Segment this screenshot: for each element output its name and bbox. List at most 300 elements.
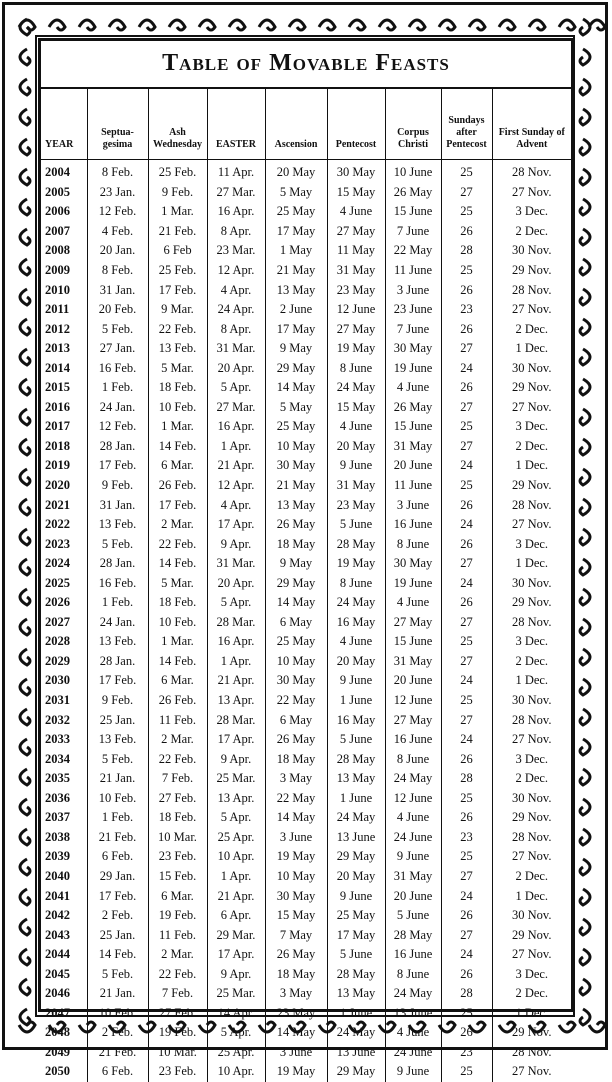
cell-sundays-after-pentecost: 27 (441, 437, 492, 457)
cell-septuagesima: 16 Feb. (87, 573, 148, 593)
cell-advent: 30 Nov. (492, 789, 571, 809)
cell-advent: 1 Dec. (492, 671, 571, 691)
cell-pentecost: 20 May (327, 437, 385, 457)
cell-ash-wednesday: 2 Mar. (148, 945, 207, 965)
table-row (41, 593, 571, 613)
cell-ascension: 18 May (265, 534, 327, 554)
cell-year: 2021 (45, 497, 70, 512)
cell-corpus-christi: 28 May (385, 925, 441, 945)
cell-ash-wednesday: 19 Feb. (148, 1023, 207, 1043)
cell-pentecost: 28 May (327, 964, 385, 984)
cell-septuagesima: 21 Feb. (87, 1043, 148, 1063)
cell-septuagesima: 8 Feb. (87, 261, 148, 281)
table-row (41, 964, 571, 984)
cell-ash-wednesday: 25 Feb. (148, 261, 207, 281)
cell-ascension: 21 May (265, 476, 327, 496)
page-title: Table of Movable Feasts (162, 50, 450, 76)
col-header-septuagesima: Septua-gesima (87, 87, 148, 160)
header-row (41, 87, 571, 160)
cell-pentecost: 17 May (327, 925, 385, 945)
cell-pentecost: 31 May (327, 261, 385, 281)
cell-ascension: 23 May (265, 1004, 327, 1024)
cell-easter: 29 Mar. (207, 925, 265, 945)
cell-easter: 8 Apr. (207, 222, 265, 242)
cell-sundays-after-pentecost: 26 (441, 280, 492, 300)
cell-advent: 29 Nov. (492, 925, 571, 945)
cell-pentecost: 4 June (327, 632, 385, 652)
cell-corpus-christi: 12 June (385, 691, 441, 711)
cell-corpus-christi: 30 May (385, 339, 441, 359)
cell-year: 2019 (45, 458, 70, 473)
table-row (41, 945, 571, 965)
cell-easter: 27 Mar. (207, 183, 265, 203)
cell-year: 2006 (45, 204, 70, 219)
cell-advent: 3 Dec. (492, 632, 571, 652)
cell-septuagesima: 28 Jan. (87, 652, 148, 672)
cell-easter: 5 Apr. (207, 593, 265, 613)
cell-easter: 11 Apr. (207, 160, 265, 183)
table-row (41, 1043, 571, 1063)
cell-advent: 2 Dec. (492, 769, 571, 789)
cell-year: 2029 (45, 653, 70, 668)
cell-year: 2007 (45, 223, 70, 238)
cell-septuagesima: 9 Feb. (87, 691, 148, 711)
cell-year: 2030 (45, 673, 70, 688)
cell-easter: 28 Mar. (207, 710, 265, 730)
cell-sundays-after-pentecost: 26 (441, 964, 492, 984)
cell-pentecost: 23 May (327, 280, 385, 300)
cell-ascension: 25 May (265, 417, 327, 437)
cell-pentecost: 29 May (327, 1062, 385, 1082)
cell-septuagesima: 5 Feb. (87, 749, 148, 769)
table-row (41, 925, 571, 945)
table-row (41, 828, 571, 848)
cell-advent: 28 Nov. (492, 1043, 571, 1063)
cell-corpus-christi: 20 June (385, 886, 441, 906)
cell-sundays-after-pentecost: 26 (441, 534, 492, 554)
cell-advent: 29 Nov. (492, 378, 571, 398)
cell-year: 2032 (45, 712, 70, 727)
table-row (41, 280, 571, 300)
cell-ascension: 2 June (265, 300, 327, 320)
cell-ash-wednesday: 11 Feb. (148, 710, 207, 730)
cell-ash-wednesday: 6 Mar. (148, 671, 207, 691)
cell-pentecost: 1 June (327, 691, 385, 711)
cell-corpus-christi: 16 June (385, 515, 441, 535)
cell-corpus-christi: 11 June (385, 476, 441, 496)
cell-ascension: 22 May (265, 789, 327, 809)
cell-advent: 28 Nov. (492, 828, 571, 848)
cell-ash-wednesday: 5 Mar. (148, 573, 207, 593)
cell-easter: 1 Apr. (207, 437, 265, 457)
cell-sundays-after-pentecost: 26 (441, 906, 492, 926)
cell-septuagesima: 28 Jan. (87, 554, 148, 574)
cell-ascension: 14 May (265, 378, 327, 398)
cell-ash-wednesday: 10 Mar. (148, 1043, 207, 1063)
cell-advent: 28 Nov. (492, 710, 571, 730)
cell-sundays-after-pentecost: 27 (441, 925, 492, 945)
cell-easter: 1 Apr. (207, 652, 265, 672)
cell-septuagesima: 1 Feb. (87, 378, 148, 398)
cell-ascension: 3 May (265, 769, 327, 789)
cell-sundays-after-pentecost: 27 (441, 710, 492, 730)
cell-ascension: 3 June (265, 828, 327, 848)
cell-corpus-christi: 26 May (385, 183, 441, 203)
cell-septuagesima: 23 Jan. (87, 183, 148, 203)
cell-ash-wednesday: 22 Feb. (148, 319, 207, 339)
cell-easter: 21 Apr. (207, 886, 265, 906)
table-row (41, 261, 571, 281)
cell-year: 2047 (45, 1005, 70, 1020)
cell-advent: 1 Dec. (492, 339, 571, 359)
cell-ash-wednesday: 27 Feb. (148, 789, 207, 809)
cell-ascension: 17 May (265, 319, 327, 339)
cell-corpus-christi: 13 June (385, 1004, 441, 1024)
cell-easter: 5 Apr. (207, 808, 265, 828)
cell-septuagesima: 28 Jan. (87, 437, 148, 457)
cell-septuagesima: 12 Feb. (87, 417, 148, 437)
cell-pentecost: 1 June (327, 789, 385, 809)
table-row (41, 1062, 571, 1082)
cell-ascension: 5 May (265, 398, 327, 418)
table-row (41, 730, 571, 750)
cell-septuagesima: 21 Jan. (87, 984, 148, 1004)
cell-easter: 4 Apr. (207, 495, 265, 515)
cell-ascension: 18 May (265, 749, 327, 769)
cell-ash-wednesday: 19 Feb. (148, 906, 207, 926)
cell-advent: 27 Nov. (492, 1062, 571, 1082)
cell-advent: 1 Dec. (492, 1004, 571, 1024)
feasts-panel (38, 38, 574, 1079)
cell-ash-wednesday: 7 Feb. (148, 984, 207, 1004)
cell-corpus-christi: 15 June (385, 632, 441, 652)
cell-ascension: 26 May (265, 515, 327, 535)
cell-year: 2015 (45, 380, 70, 395)
table-row (41, 984, 571, 1004)
cell-sundays-after-pentecost: 26 (441, 378, 492, 398)
cell-ascension: 26 May (265, 730, 327, 750)
cell-easter: 28 Mar. (207, 613, 265, 633)
cell-year: 2005 (45, 184, 70, 199)
cell-year: 2016 (45, 399, 70, 414)
cell-pentecost: 9 June (327, 886, 385, 906)
cell-ascension: 25 May (265, 632, 327, 652)
cell-septuagesima: 4 Feb. (87, 222, 148, 242)
cell-septuagesima: 17 Feb. (87, 886, 148, 906)
cell-corpus-christi: 16 June (385, 945, 441, 965)
cell-sundays-after-pentecost: 23 (441, 1043, 492, 1063)
cell-corpus-christi: 15 June (385, 417, 441, 437)
cell-pentecost: 24 May (327, 378, 385, 398)
cell-corpus-christi: 31 May (385, 867, 441, 887)
cell-pentecost: 19 May (327, 554, 385, 574)
cell-septuagesima: 17 Feb. (87, 456, 148, 476)
cell-ascension: 15 May (265, 906, 327, 926)
cell-septuagesima: 12 Feb. (87, 202, 148, 222)
cell-year: 2049 (45, 1044, 70, 1059)
table-row (41, 1023, 571, 1043)
cell-ascension: 19 May (265, 847, 327, 867)
cell-corpus-christi: 12 June (385, 789, 441, 809)
cell-ascension: 30 May (265, 456, 327, 476)
cell-advent: 27 Nov. (492, 515, 571, 535)
cell-septuagesima: 27 Jan. (87, 339, 148, 359)
cell-septuagesima: 21 Feb. (87, 828, 148, 848)
cell-corpus-christi: 8 June (385, 534, 441, 554)
cell-year: 2048 (45, 1025, 70, 1040)
cell-year: 2014 (45, 360, 70, 375)
cell-ascension: 14 May (265, 1023, 327, 1043)
table-row (41, 867, 571, 887)
cell-septuagesima: 6 Feb. (87, 1062, 148, 1082)
table-row (41, 222, 571, 242)
table-row (41, 319, 571, 339)
table-row (41, 437, 571, 457)
cell-advent: 27 Nov. (492, 300, 571, 320)
cell-easter: 16 Apr. (207, 202, 265, 222)
cell-easter: 21 Apr. (207, 671, 265, 691)
cell-ash-wednesday: 6 Feb (148, 241, 207, 261)
cell-year: 2041 (45, 888, 70, 903)
cell-pentecost: 8 June (327, 358, 385, 378)
cell-ash-wednesday: 22 Feb. (148, 534, 207, 554)
cell-easter: 14 Apr. (207, 1004, 265, 1024)
table-row (41, 613, 571, 633)
cell-year: 2024 (45, 556, 70, 571)
cell-corpus-christi: 11 June (385, 261, 441, 281)
table-body (41, 160, 571, 1082)
cell-advent: 28 Nov. (492, 495, 571, 515)
cell-year: 2020 (45, 478, 70, 493)
col-header-sundays-after-pentecost: Sundays after Pentecost (441, 87, 492, 160)
cell-easter: 5 Apr. (207, 1023, 265, 1043)
cell-sundays-after-pentecost: 27 (441, 398, 492, 418)
cell-corpus-christi: 15 June (385, 202, 441, 222)
feasts-table (41, 87, 571, 1082)
cell-corpus-christi: 9 June (385, 1062, 441, 1082)
cell-ash-wednesday: 22 Feb. (148, 749, 207, 769)
cell-advent: 27 Nov. (492, 847, 571, 867)
cell-easter: 9 Apr. (207, 964, 265, 984)
cell-corpus-christi: 16 June (385, 730, 441, 750)
cell-sundays-after-pentecost: 25 (441, 632, 492, 652)
cell-ascension: 22 May (265, 691, 327, 711)
cell-pentecost: 27 May (327, 222, 385, 242)
cell-ash-wednesday: 25 Feb. (148, 160, 207, 183)
cell-septuagesima: 31 Jan. (87, 495, 148, 515)
cell-corpus-christi: 24 June (385, 828, 441, 848)
cell-easter: 10 Apr. (207, 1062, 265, 1082)
cell-advent: 30 Nov. (492, 241, 571, 261)
table-row (41, 554, 571, 574)
cell-ash-wednesday: 26 Feb. (148, 691, 207, 711)
cell-sundays-after-pentecost: 27 (441, 867, 492, 887)
cell-advent: 2 Dec. (492, 867, 571, 887)
cell-advent: 3 Dec. (492, 749, 571, 769)
cell-sundays-after-pentecost: 28 (441, 984, 492, 1004)
cell-sundays-after-pentecost: 27 (441, 613, 492, 633)
cell-pentecost: 9 June (327, 456, 385, 476)
cell-year: 2040 (45, 868, 70, 883)
cell-septuagesima: 24 Jan. (87, 613, 148, 633)
cell-year: 2023 (45, 536, 70, 551)
cell-ascension: 17 May (265, 222, 327, 242)
cell-corpus-christi: 26 May (385, 398, 441, 418)
cell-sundays-after-pentecost: 23 (441, 300, 492, 320)
cell-sundays-after-pentecost: 24 (441, 945, 492, 965)
table-row (41, 710, 571, 730)
cell-ash-wednesday: 10 Mar. (148, 828, 207, 848)
cell-easter: 12 Apr. (207, 261, 265, 281)
cell-year: 2035 (45, 771, 70, 786)
cell-advent: 29 Nov. (492, 476, 571, 496)
cell-ascension: 10 May (265, 867, 327, 887)
cell-pentecost: 4 June (327, 417, 385, 437)
cell-easter: 16 Apr. (207, 632, 265, 652)
cell-septuagesima: 24 Jan. (87, 398, 148, 418)
cell-ascension: 20 May (265, 160, 327, 183)
cell-ash-wednesday: 21 Feb. (148, 222, 207, 242)
cell-corpus-christi: 9 June (385, 847, 441, 867)
cell-ascension: 3 June (265, 1043, 327, 1063)
table-row (41, 183, 571, 203)
cell-pentecost: 12 June (327, 300, 385, 320)
cell-sundays-after-pentecost: 25 (441, 202, 492, 222)
cell-sundays-after-pentecost: 24 (441, 730, 492, 750)
cell-pentecost: 19 May (327, 339, 385, 359)
cell-advent: 29 Nov. (492, 261, 571, 281)
table-row (41, 1004, 571, 1024)
cell-pentecost: 23 May (327, 495, 385, 515)
cell-easter: 13 Apr. (207, 691, 265, 711)
cell-pentecost: 24 May (327, 808, 385, 828)
cell-advent: 2 Dec. (492, 319, 571, 339)
title-box (41, 41, 571, 89)
cell-easter: 12 Apr. (207, 476, 265, 496)
cell-year: 2036 (45, 790, 70, 805)
cell-ascension: 25 May (265, 202, 327, 222)
cell-ash-wednesday: 5 Mar. (148, 358, 207, 378)
cell-year: 2009 (45, 263, 70, 277)
cell-sundays-after-pentecost: 26 (441, 808, 492, 828)
cell-sundays-after-pentecost: 26 (441, 319, 492, 339)
cell-corpus-christi: 19 June (385, 573, 441, 593)
cell-pentecost: 9 June (327, 671, 385, 691)
table-row (41, 476, 571, 496)
cell-sundays-after-pentecost: 27 (441, 554, 492, 574)
cell-sundays-after-pentecost: 25 (441, 261, 492, 281)
cell-ash-wednesday: 9 Mar. (148, 300, 207, 320)
cell-pentecost: 15 May (327, 398, 385, 418)
cell-corpus-christi: 4 June (385, 1023, 441, 1043)
cell-ash-wednesday: 1 Mar. (148, 632, 207, 652)
cell-ascension: 21 May (265, 261, 327, 281)
cell-ash-wednesday: 14 Feb. (148, 554, 207, 574)
cell-sundays-after-pentecost: 24 (441, 515, 492, 535)
cell-septuagesima: 10 Feb. (87, 789, 148, 809)
cell-easter: 16 Apr. (207, 417, 265, 437)
cell-sundays-after-pentecost: 25 (441, 1004, 492, 1024)
cell-ascension: 10 May (265, 437, 327, 457)
cell-septuagesima: 2 Feb. (87, 906, 148, 926)
cell-sundays-after-pentecost: 25 (441, 691, 492, 711)
cell-corpus-christi: 20 June (385, 456, 441, 476)
cell-easter: 13 Apr. (207, 789, 265, 809)
cell-advent: 1 Dec. (492, 554, 571, 574)
table-row (41, 241, 571, 261)
cell-year: 2044 (45, 947, 70, 962)
table-row (41, 417, 571, 437)
cell-pentecost: 5 June (327, 515, 385, 535)
cell-year: 2034 (45, 751, 70, 766)
cell-sundays-after-pentecost: 24 (441, 456, 492, 476)
table-row (41, 671, 571, 691)
cell-pentecost: 30 May (327, 160, 385, 183)
cell-sundays-after-pentecost: 27 (441, 339, 492, 359)
cell-year: 2045 (45, 966, 70, 981)
cell-sundays-after-pentecost: 26 (441, 593, 492, 613)
col-header-ascension: Ascension (265, 87, 327, 160)
cell-corpus-christi: 4 June (385, 378, 441, 398)
cell-advent: 28 Nov. (492, 613, 571, 633)
cell-septuagesima: 5 Feb. (87, 964, 148, 984)
cell-easter: 25 Apr. (207, 828, 265, 848)
cell-sundays-after-pentecost: 25 (441, 847, 492, 867)
cell-corpus-christi: 3 June (385, 495, 441, 515)
cell-advent: 1 Dec. (492, 886, 571, 906)
table-row (41, 573, 571, 593)
table-row (41, 632, 571, 652)
cell-corpus-christi: 22 May (385, 241, 441, 261)
cell-sundays-after-pentecost: 25 (441, 476, 492, 496)
cell-easter: 17 Apr. (207, 515, 265, 535)
cell-septuagesima: 17 Feb. (87, 671, 148, 691)
cell-ash-wednesday: 10 Feb. (148, 398, 207, 418)
cell-sundays-after-pentecost: 25 (441, 417, 492, 437)
cell-sundays-after-pentecost: 23 (441, 828, 492, 848)
cell-easter: 20 Apr. (207, 573, 265, 593)
cell-easter: 8 Apr. (207, 319, 265, 339)
cell-corpus-christi: 23 June (385, 300, 441, 320)
cell-septuagesima: 1 Feb. (87, 808, 148, 828)
cell-ascension: 6 May (265, 613, 327, 633)
cell-septuagesima: 25 Jan. (87, 710, 148, 730)
cell-easter: 5 Apr. (207, 378, 265, 398)
cell-sundays-after-pentecost: 26 (441, 1023, 492, 1043)
table-row (41, 339, 571, 359)
table-row (41, 886, 571, 906)
cell-advent: 2 Dec. (492, 222, 571, 242)
cell-ash-wednesday: 22 Feb. (148, 964, 207, 984)
cell-pentecost: 8 June (327, 573, 385, 593)
cell-easter: 1 Apr. (207, 867, 265, 887)
cell-easter: 21 Apr. (207, 456, 265, 476)
cell-sundays-after-pentecost: 26 (441, 222, 492, 242)
cell-ascension: 3 May (265, 984, 327, 1004)
cell-ash-wednesday: 10 Feb. (148, 613, 207, 633)
cell-ascension: 26 May (265, 945, 327, 965)
table-row (41, 515, 571, 535)
cell-advent: 27 Nov. (492, 398, 571, 418)
cell-year: 2046 (45, 986, 70, 1001)
cell-year: 2008 (45, 243, 70, 258)
cell-septuagesima: 6 Feb. (87, 847, 148, 867)
cell-advent: 2 Dec. (492, 652, 571, 672)
cell-advent: 27 Nov. (492, 945, 571, 965)
col-header-pentecost: Pentecost (327, 87, 385, 160)
cell-pentecost: 15 May (327, 183, 385, 203)
cell-ash-wednesday: 6 Mar. (148, 886, 207, 906)
